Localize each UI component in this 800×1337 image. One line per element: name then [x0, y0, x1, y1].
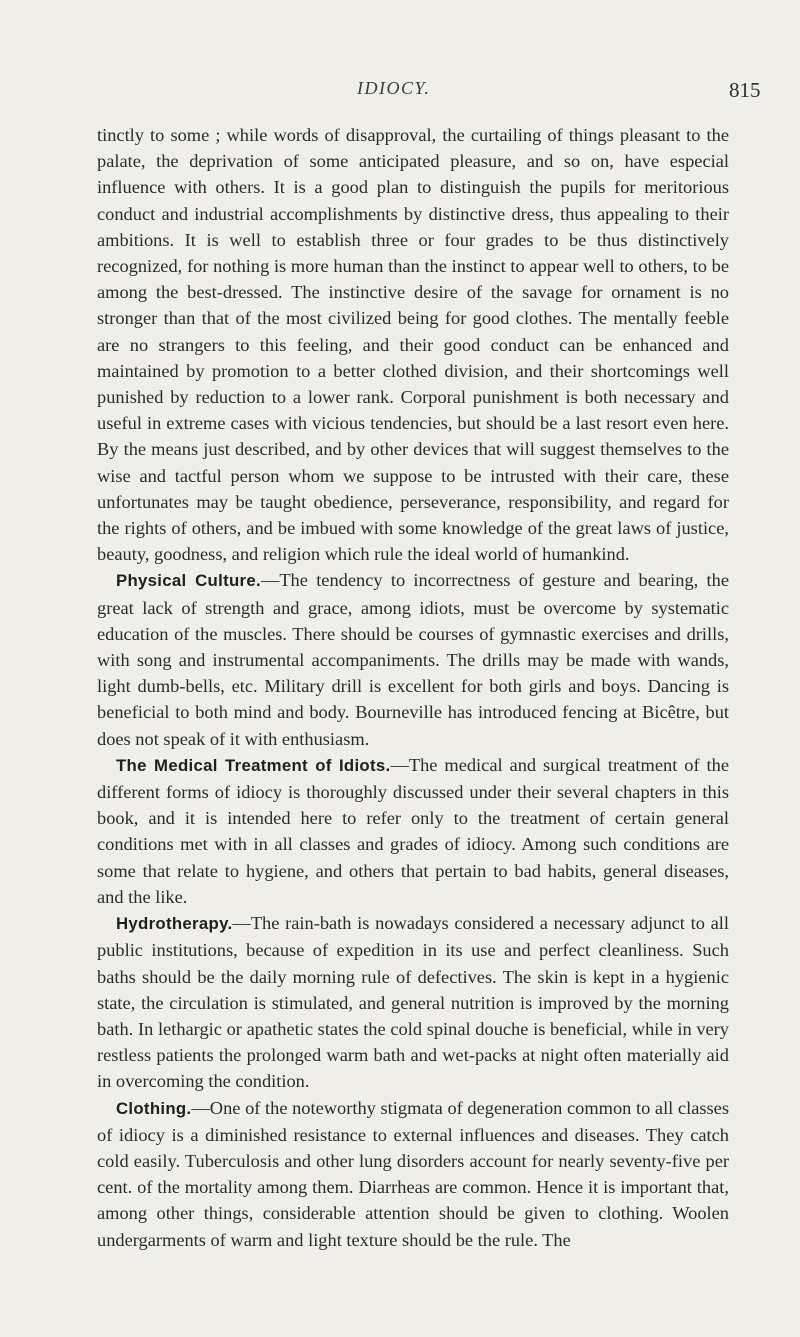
paragraph-text: —The medical and surgical treatment of the different forms of idiocy is thoroughly discussed under their several chapters in this book, and it is intended here to refer only to the treatment of certain general conditions met with in all classes and grades of idiocy. Among such conditions are some that relate to hygiene, and others that pertain to bad habits, general diseases, and the like. — [97, 754, 729, 907]
body-text — [97, 122, 729, 1253]
running-title: IDIOCY. — [357, 78, 431, 98]
section-medical-treatment — [97, 752, 729, 910]
section-clothing — [97, 1095, 729, 1253]
paragraph-text: —One of the noteworthy stigmata of degeneration common to all classes of idiocy is a diminished resistance to external influences and diseases. They catch cold easily. Tuberculosis and other lung disorders account for nearly seventy-five per cent. of the mortality among them. Diarrheas are common. Hence it is important that, among other things, considerable attention should be given to clothing. Woolen undergarments of warm and light texture should be the rule. The — [97, 1097, 729, 1250]
section-heading: The Medical Treatment of Idiots. — [116, 755, 391, 775]
section-heading: Hydrotherapy. — [116, 914, 233, 934]
paragraph-text: tinctly to some ; while words of disapproval, the curtailing of things pleasant to the palate, the deprivation of some anticipated pleasure, and so on, have especial influence with others. It is a good plan to distinguish the pupils for meritorious conduct and industrial accomplishments by distinctive dress, thus appealing to their ambitions. It is well to establish three or four grades to be thus distinctively recognized, for nothing is more human than the instinct to appear well to others, to be among the best-dressed. The instinctive desire of the savage for ornament is no stronger than that of the most civilized being for good clothes. The mentally feeble are no strangers to this feeling, and their good conduct can be enhanced and maintained by promotion to a better clothed division, and their shortcomings well punished by reduction to a lower rank. Corporal punishment is both necessary and useful in extreme cases with vicious tendencies, but should be a last resort even here. By the means just described, and by other devices that will suggest themselves to the wise and tactful person whom we suppose to be intrusted with their care, these unfortunates may be taught obedience, perseverance, responsibility, and regard for the rights of others, and be imbued with some knowledge of the great laws of justice, beauty, goodness, and religion which rule the ideal world of humankind. — [97, 125, 729, 565]
section-heading: Physical Culture. — [116, 571, 261, 591]
section-hydrotherapy — [97, 910, 729, 1094]
section-physical-culture — [97, 567, 729, 751]
paragraph-text: —The rain-bath is nowadays considered a necessary adjunct to all public institutions, because of expedition in its use and perfect cleanliness. Such baths should be the daily morning rule of defectives. The skin is kept in a hygienic state, the circulation is stimulated, and general nutrition is improved by the morning bath. In lethargic or apathetic states the cold spinal douche is beneficial, while in very restless patients the prolonged warm bath and wet-packs at night often materially aid in overcoming the condition. — [97, 913, 729, 1092]
section-heading: Clothing. — [116, 1098, 192, 1118]
running-header — [0, 78, 800, 106]
paragraph-text: —The tendency to incorrectness of gesture and bearing, the great lack of strength and grace, among idiots, must be overcome by systematic education of the muscles. There should be courses of gymnastic exercises and drills, with song and instrumental accompaniments. The drills may be made with wands, light dumb-bells, etc. Military drill is excellent for both girls and boys. Dancing is beneficial to both mind and body. Bourneville has introduced fencing at Bicêtre, but does not speak of it with enthusiasm. — [97, 570, 729, 749]
page-number: 815 — [729, 78, 761, 102]
paragraph-continued — [97, 122, 729, 567]
